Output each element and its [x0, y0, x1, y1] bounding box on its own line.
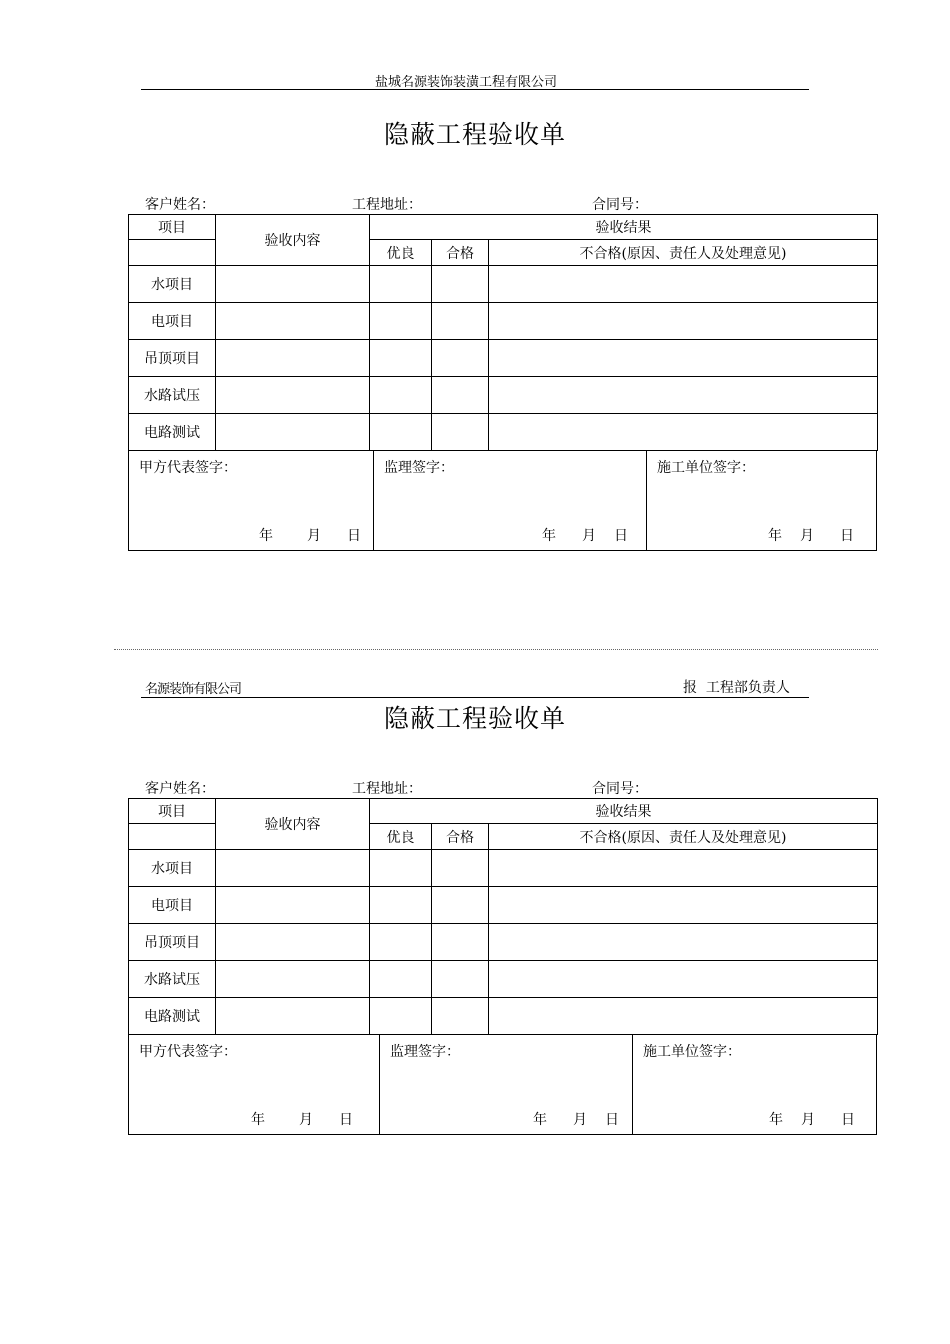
col-good-header: 优良 [370, 240, 432, 266]
form-title: 隐蔽工程验收单 [383, 704, 566, 733]
table-row [129, 850, 878, 887]
content-cell[interactable] [216, 266, 370, 303]
content-cell[interactable] [216, 961, 370, 998]
good-cell[interactable] [370, 340, 432, 377]
table-row [129, 377, 878, 414]
month-label: 月 [307, 528, 321, 544]
row-label: 电项目 [129, 303, 216, 340]
day-label: 日 [614, 528, 628, 544]
sig-owner-label: 甲方代表签字： [139, 1044, 237, 1060]
table-row [129, 887, 878, 924]
sig-contractor-label: 施工单位签字： [657, 460, 755, 476]
month-label: 月 [801, 1112, 815, 1128]
row-label: 水路试压 [129, 961, 216, 998]
content-cell[interactable] [216, 924, 370, 961]
month-label: 月 [582, 528, 596, 544]
fail-cell[interactable] [489, 887, 878, 924]
pass-cell[interactable] [432, 961, 489, 998]
fail-cell[interactable] [489, 266, 878, 303]
content-cell[interactable] [216, 887, 370, 924]
col-pass-header: 合格 [432, 240, 489, 266]
year-label: 年 [533, 1112, 547, 1128]
good-cell[interactable] [370, 850, 432, 887]
table-row [129, 924, 878, 961]
day-label: 日 [840, 528, 854, 544]
customer-name-label: 客户姓名： [145, 781, 215, 797]
good-cell[interactable] [370, 998, 432, 1035]
col-item-header: 项目 [129, 215, 216, 240]
col-item-blank [129, 824, 216, 850]
col-result-header: 验收结果 [370, 215, 878, 240]
day-label: 日 [347, 528, 361, 544]
month-label: 月 [800, 528, 814, 544]
month-label: 月 [573, 1112, 587, 1128]
day-label: 日 [605, 1112, 619, 1128]
fail-cell[interactable] [489, 414, 878, 451]
sig-supervisor-label: 监理签字： [390, 1044, 460, 1060]
table-row [129, 998, 878, 1035]
signature-contractor[interactable] [647, 451, 878, 550]
row-label: 水路试压 [129, 377, 216, 414]
sig-contractor-label: 施工单位签字： [643, 1044, 741, 1060]
good-cell[interactable] [370, 266, 432, 303]
month-label: 月 [299, 1112, 313, 1128]
header-rule [141, 697, 809, 698]
fail-cell[interactable] [489, 850, 878, 887]
col-fail-header: 不合格(原因、责任人及处理意见) [489, 824, 878, 850]
table-row [129, 414, 878, 451]
year-label: 年 [259, 528, 273, 544]
sig-owner-date [251, 1109, 353, 1129]
company-header-short: 名源装饰有限公司 [145, 682, 242, 697]
col-fail-header: 不合格(原因、责任人及处理意见) [489, 240, 878, 266]
day-label: 日 [339, 1112, 353, 1128]
good-cell[interactable] [370, 887, 432, 924]
content-cell[interactable] [216, 340, 370, 377]
table-row [129, 961, 878, 998]
pass-cell[interactable] [432, 924, 489, 961]
pass-cell[interactable] [432, 303, 489, 340]
acceptance-table [128, 798, 878, 1035]
good-cell[interactable] [370, 414, 432, 451]
pass-cell[interactable] [432, 340, 489, 377]
pass-cell[interactable] [432, 850, 489, 887]
year-label: 年 [542, 528, 556, 544]
pass-cell[interactable] [432, 998, 489, 1035]
good-cell[interactable] [370, 303, 432, 340]
sig-supervisor-date [542, 525, 628, 545]
col-item-blank [129, 240, 216, 266]
signature-section [128, 451, 877, 551]
company-header: 盐城名源装饰装潢工程有限公司 [375, 75, 558, 90]
pass-cell[interactable] [432, 887, 489, 924]
table-row [129, 266, 878, 303]
content-cell[interactable] [216, 414, 370, 451]
pass-cell[interactable] [432, 377, 489, 414]
table-row [129, 340, 878, 377]
col-content-header: 验收内容 [216, 799, 370, 850]
fail-cell[interactable] [489, 303, 878, 340]
row-label: 电路测试 [129, 414, 216, 451]
good-cell[interactable] [370, 961, 432, 998]
year-label: 年 [768, 528, 782, 544]
row-label: 电路测试 [129, 998, 216, 1035]
contract-number-label: 合同号： [592, 781, 648, 797]
fail-cell[interactable] [489, 924, 878, 961]
sig-supervisor-date [533, 1109, 619, 1129]
sig-contractor-date [769, 1109, 855, 1129]
day-label: 日 [841, 1112, 855, 1128]
row-label: 吊顶项目 [129, 340, 216, 377]
row-label: 水项目 [129, 850, 216, 887]
col-pass-header: 合格 [432, 824, 489, 850]
fail-cell[interactable] [489, 340, 878, 377]
header-rule [141, 89, 809, 90]
project-address-label: 工程地址： [352, 197, 422, 213]
content-cell[interactable] [216, 998, 370, 1035]
sig-owner-label: 甲方代表签字： [139, 460, 237, 476]
fail-cell[interactable] [489, 998, 878, 1035]
good-cell[interactable] [370, 924, 432, 961]
col-content-header: 验收内容 [216, 215, 370, 266]
contract-number-label: 合同号： [592, 197, 648, 213]
customer-name-label: 客户姓名： [145, 197, 215, 213]
pass-cell[interactable] [432, 414, 489, 451]
row-label: 水项目 [129, 266, 216, 303]
sig-supervisor-label: 监理签字： [384, 460, 454, 476]
table-row [129, 303, 878, 340]
acceptance-table [128, 214, 878, 451]
col-good-header: 优良 [370, 824, 432, 850]
year-label: 年 [769, 1112, 783, 1128]
signature-owner[interactable] [129, 451, 374, 550]
signature-contractor[interactable] [633, 1035, 878, 1134]
good-cell[interactable] [370, 377, 432, 414]
content-cell[interactable] [216, 303, 370, 340]
content-cell[interactable] [216, 377, 370, 414]
form-title: 隐蔽工程验收单 [383, 120, 566, 149]
fail-cell[interactable] [489, 377, 878, 414]
cut-line [114, 649, 878, 650]
year-label: 年 [251, 1112, 265, 1128]
col-result-header: 验收结果 [370, 799, 878, 824]
col-item-header: 项目 [129, 799, 216, 824]
header-right-note: 报 工程部负责人 [683, 680, 790, 696]
signature-supervisor[interactable] [374, 451, 647, 550]
fail-cell[interactable] [489, 961, 878, 998]
row-label: 电项目 [129, 887, 216, 924]
signature-owner[interactable] [129, 1035, 380, 1134]
project-address-label: 工程地址： [352, 781, 422, 797]
content-cell[interactable] [216, 850, 370, 887]
sig-owner-date [259, 525, 361, 545]
row-label: 吊顶项目 [129, 924, 216, 961]
sig-contractor-date [768, 525, 854, 545]
signature-section [128, 1035, 877, 1135]
signature-supervisor[interactable] [380, 1035, 633, 1134]
pass-cell[interactable] [432, 266, 489, 303]
